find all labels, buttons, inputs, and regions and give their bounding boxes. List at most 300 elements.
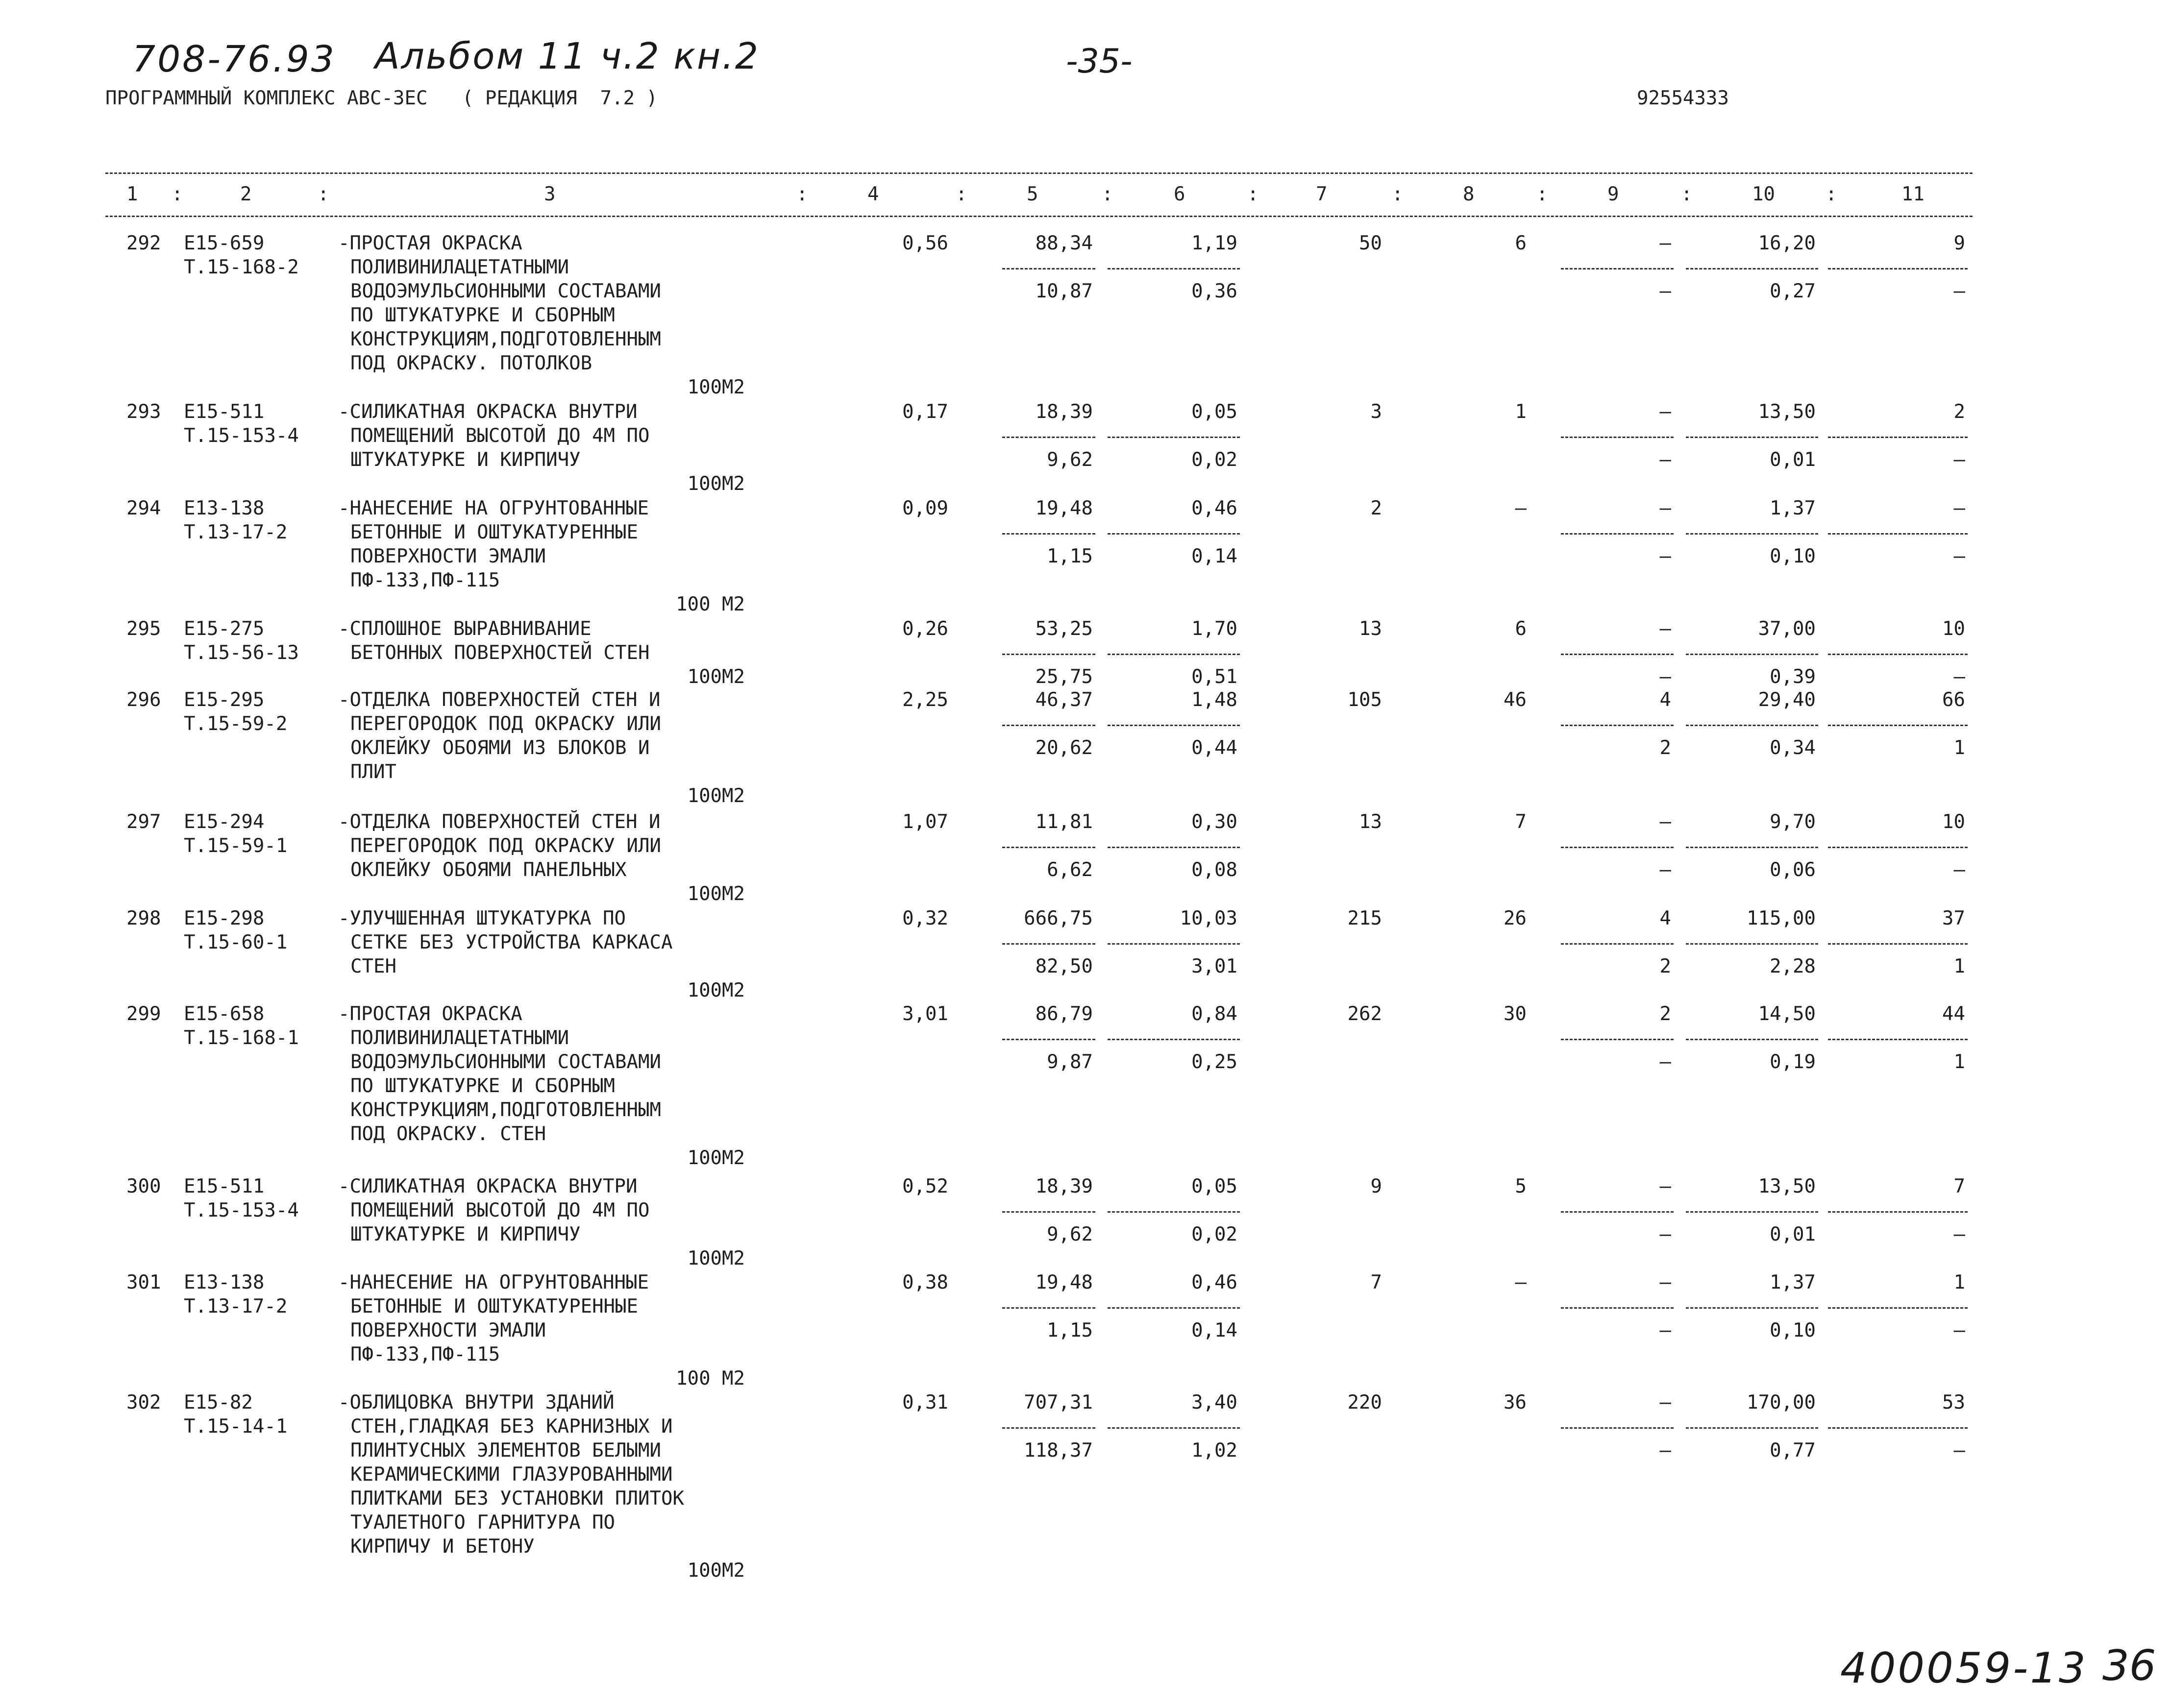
- work-description-line: ПОД ОКРАСКУ. ПОТОЛКОВ: [350, 352, 592, 374]
- sheet-number-handwritten: 36: [2102, 1641, 2156, 1690]
- column-separator: :: [1826, 183, 1837, 205]
- fraction-rule: [1686, 1039, 1818, 1040]
- column-separator: :: [318, 183, 329, 205]
- machine-total-wages: –: [1659, 859, 1671, 881]
- row-number: 299: [126, 1003, 161, 1025]
- machine-cost-wages: 1,02: [1191, 1440, 1237, 1462]
- machinist-labor-total: –: [1953, 859, 1965, 881]
- labor-norm: 115,00: [1747, 907, 1816, 929]
- document-number: 92554333: [1637, 87, 1729, 109]
- machinist-labor-total: –: [1953, 1223, 1965, 1245]
- machine-total-wages: –: [1659, 545, 1671, 567]
- column-header: 2: [240, 183, 252, 205]
- machinist-labor-norm: 0,01: [1770, 449, 1816, 471]
- labor-total: 1: [1953, 1271, 1965, 1293]
- column-header: 6: [1174, 183, 1185, 205]
- column-separator: :: [172, 183, 183, 205]
- machinist-labor-total: 1: [1953, 737, 1965, 759]
- fraction-rule: [1828, 268, 1968, 269]
- machine-cost: 3,40: [1191, 1391, 1237, 1414]
- total-cost: 13: [1359, 811, 1382, 833]
- labor-norm: 13,50: [1758, 1175, 1816, 1197]
- fraction-rule: [1108, 1427, 1240, 1429]
- fraction-rule: [1686, 943, 1818, 945]
- work-description-line: ПОЛИВИНИЛАЦЕТАТНЫМИ: [350, 256, 569, 278]
- total-wages: 30: [1504, 1003, 1527, 1025]
- rate-code: Е15-658: [184, 1003, 265, 1025]
- work-description-line: КОНСТРУКЦИЯМ,ПОДГОТОВЛЕННЫМ: [350, 328, 661, 350]
- work-description-line: ПОВЕРХНОСТИ ЭМАЛИ: [350, 1319, 546, 1342]
- machine-cost: 1,70: [1191, 618, 1237, 640]
- table-reference: Т.15-168-2: [184, 256, 299, 278]
- work-description-line: ПОД ОКРАСКУ. СТЕН: [350, 1123, 546, 1145]
- fraction-rule: [1828, 437, 1968, 438]
- table-reference: Т.15-168-1: [184, 1027, 299, 1049]
- labor-total: 2: [1953, 401, 1965, 423]
- fraction-rule: [1108, 533, 1240, 535]
- labor-norm: 13,50: [1758, 401, 1816, 423]
- unit-cost-wages: 10,87: [1035, 280, 1093, 302]
- machine-cost: 0,30: [1191, 811, 1237, 833]
- labor-total: 7: [1953, 1175, 1965, 1197]
- labor-total: 44: [1942, 1003, 1965, 1025]
- machine-cost: 0,46: [1191, 1271, 1237, 1293]
- machine-cost-wages: 0,02: [1191, 449, 1237, 471]
- work-description-line: ПЛИТКАМИ БЕЗ УСТАНОВКИ ПЛИТОК: [350, 1488, 684, 1510]
- fraction-rule: [1561, 725, 1674, 726]
- machine-cost: 0,84: [1191, 1003, 1237, 1025]
- unit-cost: 46,37: [1035, 689, 1093, 711]
- fraction-rule: [1828, 533, 1968, 535]
- work-description-line: КОНСТРУКЦИЯМ,ПОДГОТОВЛЕННЫМ: [350, 1099, 661, 1121]
- work-description-line: СТЕН,ГЛАДКАЯ БЕЗ КАРНИЗНЫХ И: [350, 1415, 673, 1438]
- fraction-rule: [1002, 1039, 1095, 1040]
- fraction-rule: [1686, 725, 1818, 726]
- fraction-rule: [1002, 437, 1095, 438]
- machine-total: –: [1659, 811, 1671, 833]
- fraction-rule: [1561, 847, 1674, 848]
- labor-norm: 37,00: [1758, 618, 1816, 640]
- machinist-labor-norm: 0,19: [1770, 1051, 1816, 1073]
- unit-cost-wages: 9,62: [1047, 449, 1093, 471]
- work-description-line: ПФ-133,ПФ-115: [350, 569, 500, 591]
- work-description-line: КИРПИЧУ И БЕТОНУ: [350, 1536, 535, 1558]
- fraction-rule: [1686, 533, 1818, 535]
- machinist-labor-norm: 0,39: [1770, 666, 1816, 688]
- labor-norm: 1,37: [1770, 1271, 1816, 1293]
- machine-cost-wages: 3,01: [1191, 955, 1237, 977]
- fraction-rule: [1108, 654, 1240, 655]
- fraction-rule: [1686, 1427, 1818, 1429]
- fraction-rule: [1686, 1211, 1818, 1213]
- column-separator: :: [1681, 183, 1693, 205]
- quantity: 0,52: [902, 1175, 948, 1197]
- machine-total-wages: –: [1659, 449, 1671, 471]
- column-header: 9: [1607, 183, 1619, 205]
- fraction-rule: [1002, 1427, 1095, 1429]
- fraction-rule: [1561, 654, 1674, 655]
- unit-cost: 666,75: [1024, 907, 1093, 929]
- quantity: 2,25: [902, 689, 948, 711]
- machine-total-wages: –: [1659, 1319, 1671, 1342]
- work-description-line: СТЕН: [350, 955, 396, 977]
- fraction-rule: [1108, 847, 1240, 848]
- machine-cost-wages: 0,08: [1191, 859, 1237, 881]
- fraction-rule: [1002, 1211, 1095, 1213]
- work-description-line: ПЛИТ: [350, 761, 396, 783]
- machine-total-wages: 2: [1659, 737, 1671, 759]
- fraction-rule: [1561, 1039, 1674, 1040]
- machinist-labor-total: –: [1953, 1440, 1965, 1462]
- machine-total: 4: [1659, 907, 1671, 929]
- table-reference: Т.13-17-2: [184, 1295, 288, 1318]
- machine-total: –: [1659, 232, 1671, 254]
- labor-total: 66: [1942, 689, 1965, 711]
- unit-cost-wages: 9,62: [1047, 1223, 1093, 1245]
- column-header: 4: [867, 183, 879, 205]
- rate-code: Е15-275: [184, 618, 265, 640]
- unit-of-measure: 100 М2: [676, 1367, 745, 1390]
- fraction-rule: [1002, 268, 1095, 269]
- labor-total: 53: [1942, 1391, 1965, 1414]
- quantity: 1,07: [902, 811, 948, 833]
- total-cost: 13: [1359, 618, 1382, 640]
- total-wages: –: [1515, 497, 1527, 519]
- unit-cost-wages: 25,75: [1035, 666, 1093, 688]
- column-separator: :: [1392, 183, 1404, 205]
- work-description-line: БЕТОННЫЕ И ОШТУКАТУРЕННЫЕ: [350, 1295, 638, 1318]
- column-header: 7: [1316, 183, 1328, 205]
- unit-of-measure: 100М2: [687, 883, 745, 905]
- work-description-line: ОКЛЕЙКУ ОБОЯМИ ИЗ БЛОКОВ И: [350, 737, 650, 759]
- machine-cost: 1,19: [1191, 232, 1237, 254]
- machine-cost-wages: 0,36: [1191, 280, 1237, 302]
- labor-norm: 1,37: [1770, 497, 1816, 519]
- labor-norm: 170,00: [1747, 1391, 1816, 1414]
- machine-total: –: [1659, 1271, 1671, 1293]
- machine-cost-wages: 0,14: [1191, 1319, 1237, 1342]
- row-number: 295: [126, 618, 161, 640]
- machine-cost: 0,46: [1191, 497, 1237, 519]
- total-wages: 6: [1515, 232, 1527, 254]
- unit-cost-wages: 9,87: [1047, 1051, 1093, 1073]
- unit-cost-wages: 20,62: [1035, 737, 1093, 759]
- quantity: 0,32: [902, 907, 948, 929]
- work-description-line: ТУАЛЕТНОГО ГАРНИТУРА ПО: [350, 1512, 616, 1534]
- column-header: 1: [126, 183, 138, 205]
- total-wages: 36: [1504, 1391, 1527, 1414]
- unit-cost-wages: 82,50: [1035, 955, 1093, 977]
- fraction-rule: [1002, 943, 1095, 945]
- labor-norm: 9,70: [1770, 811, 1816, 833]
- work-description-line: -ОТДЕЛКА ПОВЕРХНОСТЕЙ СТЕН И: [338, 689, 661, 711]
- row-number: 302: [126, 1391, 161, 1414]
- total-wages: 5: [1515, 1175, 1527, 1197]
- work-description-line: -СИЛИКАТНАЯ ОКРАСКА ВНУТРИ: [338, 401, 638, 423]
- total-wages: –: [1515, 1271, 1527, 1293]
- machinist-labor-norm: 0,06: [1770, 859, 1816, 881]
- machinist-labor-total: –: [1953, 449, 1965, 471]
- rate-code: Е15-295: [184, 689, 265, 711]
- fraction-rule: [1002, 654, 1095, 655]
- rate-code: Е15-298: [184, 907, 265, 929]
- fraction-rule: [1108, 1307, 1240, 1309]
- unit-cost: 88,34: [1035, 232, 1093, 254]
- fraction-rule: [1686, 437, 1818, 438]
- fraction-rule: [1561, 1307, 1674, 1309]
- column-header: 3: [544, 183, 556, 205]
- machine-cost-wages: 0,02: [1191, 1223, 1237, 1245]
- album-name-handwritten: Альбом 11 ч.2 кн.2: [375, 35, 760, 77]
- fraction-rule: [1108, 943, 1240, 945]
- fraction-rule: [1002, 533, 1095, 535]
- unit-cost: 19,48: [1035, 497, 1093, 519]
- total-cost: 105: [1347, 689, 1382, 711]
- machinist-labor-norm: 0,10: [1770, 1319, 1816, 1342]
- row-number: 298: [126, 907, 161, 929]
- machine-total: –: [1659, 1391, 1671, 1414]
- row-number: 292: [126, 232, 161, 254]
- work-description-line: ПОЛИВИНИЛАЦЕТАТНЫМИ: [350, 1027, 569, 1049]
- labor-total: 9: [1953, 232, 1965, 254]
- machinist-labor-norm: 0,34: [1770, 737, 1816, 759]
- table-reference: Т.15-14-1: [184, 1415, 288, 1438]
- unit-cost: 19,48: [1035, 1271, 1093, 1293]
- machine-cost-wages: 0,51: [1191, 666, 1237, 688]
- machine-total-wages: 2: [1659, 955, 1671, 977]
- total-wages: 46: [1504, 689, 1527, 711]
- unit-cost-wages: 1,15: [1047, 1319, 1093, 1342]
- total-wages: 7: [1515, 811, 1527, 833]
- fraction-rule: [1686, 1307, 1818, 1309]
- page-number-handwritten: -35-: [1066, 42, 1133, 81]
- quantity: 0,38: [902, 1271, 948, 1293]
- work-description-line: ВОДОЭМУЛЬСИОННЫМИ СОСТАВАМИ: [350, 280, 661, 302]
- table-reference: Т.15-56-13: [184, 642, 299, 664]
- quantity: 0,17: [902, 401, 948, 423]
- total-cost: 215: [1347, 907, 1382, 929]
- fraction-rule: [1828, 1307, 1968, 1309]
- machine-total-wages: –: [1659, 1223, 1671, 1245]
- rate-code: Е13-138: [184, 1271, 265, 1293]
- machinist-labor-norm: 0,10: [1770, 545, 1816, 567]
- work-description-line: ПОМЕЩЕНИЙ ВЫСОТОЙ ДО 4М ПО: [350, 1199, 650, 1221]
- column-header: 11: [1901, 183, 1924, 205]
- total-wages: 26: [1504, 907, 1527, 929]
- unit-of-measure: 100М2: [687, 979, 745, 1001]
- total-cost: 2: [1370, 497, 1382, 519]
- work-description-line: ПЕРЕГОРОДОК ПОД ОКРАСКУ ИЛИ: [350, 835, 661, 857]
- unit-cost-wages: 6,62: [1047, 859, 1093, 881]
- work-description-line: -НАНЕСЕНИЕ НА ОГРУНТОВАННЫЕ: [338, 497, 649, 519]
- program-line: ПРОГРАММНЫЙ КОМПЛЕКС АВС-ЗЕС ( РЕДАКЦИЯ 7.2 ): [105, 87, 658, 109]
- quantity: 0,31: [902, 1391, 948, 1414]
- labor-total: –: [1953, 497, 1965, 519]
- work-description-line: ПОМЕЩЕНИЙ ВЫСОТОЙ ДО 4М ПО: [350, 425, 650, 447]
- machine-total-wages: –: [1659, 1051, 1671, 1073]
- total-cost: 50: [1359, 232, 1382, 254]
- table-reference: Т.15-60-1: [184, 931, 288, 953]
- machinist-labor-total: 1: [1953, 955, 1965, 977]
- work-description-line: ОКЛЕЙКУ ОБОЯМИ ПАНЕЛЬНЫХ: [350, 859, 627, 881]
- unit-cost: 707,31: [1024, 1391, 1093, 1414]
- fraction-rule: [1002, 725, 1095, 726]
- fraction-rule: [1686, 847, 1818, 848]
- unit-cost: 11,81: [1035, 811, 1093, 833]
- labor-total: 10: [1942, 618, 1965, 640]
- row-number: 300: [126, 1175, 161, 1197]
- fraction-rule: [1828, 943, 1968, 945]
- work-description-line: ПЕРЕГОРОДОК ПОД ОКРАСКУ ИЛИ: [350, 713, 661, 735]
- work-description-line: БЕТОННЫЕ И ОШТУКАТУРЕННЫЕ: [350, 521, 638, 543]
- machinist-labor-total: –: [1953, 1319, 1965, 1342]
- machine-total: –: [1659, 497, 1671, 519]
- machine-cost: 0,05: [1191, 401, 1237, 423]
- column-separator: :: [1247, 183, 1259, 205]
- total-wages: 6: [1515, 618, 1527, 640]
- fraction-rule: [1002, 1307, 1095, 1309]
- work-description-line: ШТУКАТУРКЕ И КИРПИЧУ: [350, 449, 581, 471]
- machine-total-wages: –: [1659, 1440, 1671, 1462]
- fraction-rule: [1828, 654, 1968, 655]
- work-description-line: ШТУКАТУРКЕ И КИРПИЧУ: [350, 1223, 581, 1245]
- fraction-rule: [1828, 1039, 1968, 1040]
- machine-total-wages: –: [1659, 280, 1671, 302]
- machine-cost: 0,05: [1191, 1175, 1237, 1197]
- machine-cost-wages: 0,25: [1191, 1051, 1237, 1073]
- total-cost: 9: [1370, 1175, 1382, 1197]
- fraction-rule: [1108, 1211, 1240, 1213]
- fraction-rule: [1828, 725, 1968, 726]
- fraction-rule: [1561, 1427, 1674, 1429]
- work-description-line: -ПРОСТАЯ ОКРАСКА: [338, 232, 522, 254]
- work-description-line: ПОВЕРХНОСТИ ЭМАЛИ: [350, 545, 546, 567]
- labor-total: 37: [1942, 907, 1965, 929]
- unit-of-measure: 100 М2: [676, 593, 745, 615]
- row-number: 294: [126, 497, 161, 519]
- unit-cost-wages: 118,37: [1024, 1440, 1093, 1462]
- machinist-labor-norm: 0,77: [1770, 1440, 1816, 1462]
- row-number: 297: [126, 811, 161, 833]
- inventory-stamp-handwritten: 400059-13: [1840, 1644, 2088, 1693]
- total-cost: 220: [1347, 1391, 1382, 1414]
- total-cost: 262: [1347, 1003, 1382, 1025]
- quantity: 0,26: [902, 618, 948, 640]
- labor-norm: 16,20: [1758, 232, 1816, 254]
- table-reference: Т.15-153-4: [184, 425, 299, 447]
- machine-cost: 10,03: [1180, 907, 1237, 929]
- fraction-rule: [1561, 943, 1674, 945]
- machine-total-wages: –: [1659, 666, 1671, 688]
- total-wages: 1: [1515, 401, 1527, 423]
- labor-norm: 29,40: [1758, 689, 1816, 711]
- unit-of-measure: 100М2: [687, 666, 745, 688]
- fraction-rule: [1828, 1427, 1968, 1429]
- work-description-line: -НАНЕСЕНИЕ НА ОГРУНТОВАННЫЕ: [338, 1271, 649, 1293]
- table-reference: Т.15-59-1: [184, 835, 288, 857]
- unit-cost: 53,25: [1035, 618, 1093, 640]
- quantity: 0,56: [902, 232, 948, 254]
- labor-norm: 14,50: [1758, 1003, 1816, 1025]
- fraction-rule: [1561, 1211, 1674, 1213]
- fraction-rule: [1108, 268, 1240, 269]
- work-description-line: ПФ-133,ПФ-115: [350, 1343, 500, 1366]
- quantity: 3,01: [902, 1003, 948, 1025]
- table-reference: Т.15-59-2: [184, 713, 288, 735]
- work-description-line: ВОДОЭМУЛЬСИОННЫМИ СОСТАВАМИ: [350, 1051, 661, 1073]
- rate-code: Е15-294: [184, 811, 265, 833]
- work-description-line: ПО ШТУКАТУРКЕ И СБОРНЫМ: [350, 304, 616, 326]
- fraction-rule: [1828, 1211, 1968, 1213]
- work-description-line: -СПЛОШНОЕ ВЫРАВНИВАНИЕ: [338, 618, 592, 640]
- table-header-rule: [105, 216, 1973, 217]
- machinist-labor-total: –: [1953, 666, 1965, 688]
- fraction-rule: [1686, 654, 1818, 655]
- column-separator: :: [796, 183, 808, 205]
- column-separator: :: [1102, 183, 1113, 205]
- column-header: 5: [1027, 183, 1038, 205]
- machinist-labor-total: –: [1953, 545, 1965, 567]
- total-cost: 3: [1370, 401, 1382, 423]
- unit-cost-wages: 1,15: [1047, 545, 1093, 567]
- column-separator: :: [956, 183, 967, 205]
- fraction-rule: [1108, 437, 1240, 438]
- work-description-line: ПЛИНТУСНЫХ ЭЛЕМЕНТОВ БЕЛЫМИ: [350, 1440, 661, 1462]
- total-cost: 7: [1370, 1271, 1382, 1293]
- machine-total: –: [1659, 1175, 1671, 1197]
- row-number: 293: [126, 401, 161, 423]
- machinist-labor-total: –: [1953, 280, 1965, 302]
- album-code-handwritten: 708-76.93: [132, 38, 336, 80]
- rate-code: Е15-82: [184, 1391, 253, 1414]
- fraction-rule: [1828, 847, 1968, 848]
- table-reference: Т.15-153-4: [184, 1199, 299, 1221]
- work-description-line: ПО ШТУКАТУРКЕ И СБОРНЫМ: [350, 1075, 616, 1097]
- rate-code: Е15-511: [184, 401, 265, 423]
- machine-cost-wages: 0,14: [1191, 545, 1237, 567]
- fraction-rule: [1561, 533, 1674, 535]
- rate-code: Е15-511: [184, 1175, 265, 1197]
- column-separator: :: [1536, 183, 1548, 205]
- machinist-labor-total: 1: [1953, 1051, 1965, 1073]
- machine-total: –: [1659, 401, 1671, 423]
- row-number: 301: [126, 1271, 161, 1293]
- labor-total: 10: [1942, 811, 1965, 833]
- machine-cost-wages: 0,44: [1191, 737, 1237, 759]
- machinist-labor-norm: 0,01: [1770, 1223, 1816, 1245]
- work-description-line: -УЛУЧШЕННАЯ ШТУКАТУРКА ПО: [338, 907, 626, 929]
- unit-cost: 18,39: [1035, 1175, 1093, 1197]
- machine-total: –: [1659, 618, 1671, 640]
- table-reference: Т.13-17-2: [184, 521, 288, 543]
- machine-total: 4: [1659, 689, 1671, 711]
- work-description-line: -ПРОСТАЯ ОКРАСКА: [338, 1003, 522, 1025]
- unit-of-measure: 100М2: [687, 1560, 745, 1582]
- fraction-rule: [1002, 847, 1095, 848]
- machinist-labor-norm: 2,28: [1770, 955, 1816, 977]
- column-header: 10: [1752, 183, 1775, 205]
- row-number: 296: [126, 689, 161, 711]
- machinist-labor-norm: 0,27: [1770, 280, 1816, 302]
- fraction-rule: [1686, 268, 1818, 269]
- work-description-line: БЕТОННЫХ ПОВЕРХНОСТЕЙ СТЕН: [350, 642, 650, 664]
- rate-code: Е13-138: [184, 497, 265, 519]
- machine-total: 2: [1659, 1003, 1671, 1025]
- quantity: 0,09: [902, 497, 948, 519]
- unit-of-measure: 100М2: [687, 473, 745, 495]
- unit-cost: 86,79: [1035, 1003, 1093, 1025]
- table-top-rule: [105, 172, 1973, 174]
